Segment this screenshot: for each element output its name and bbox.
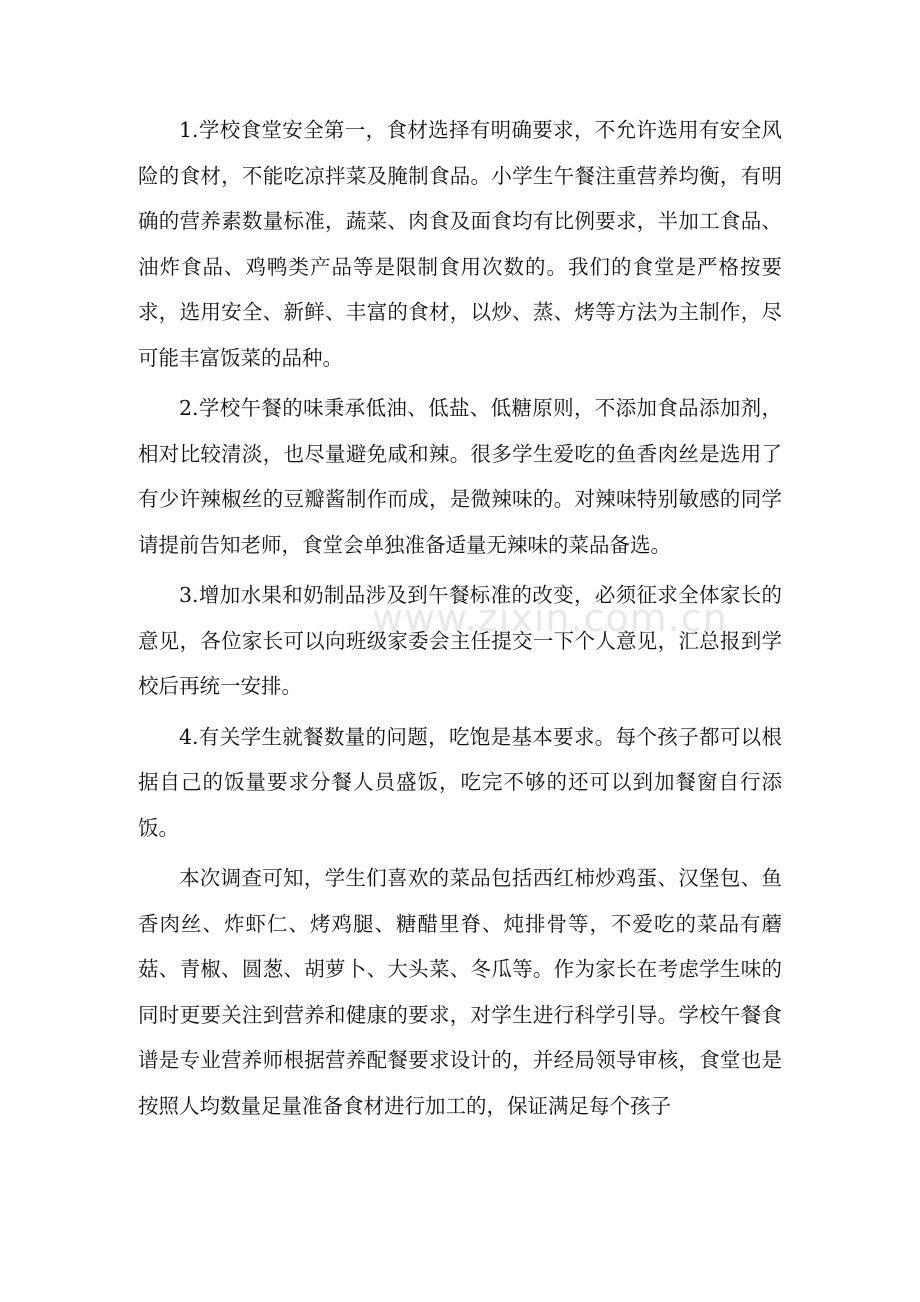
paragraph-3: 3.增加水果和奶制品涉及到午餐标准的改变，必须征求全体家长的意见，各位家长可以向班级家委会主任提交一下个人意见，汇总报到学校后再统一安排。	[138, 583, 782, 698]
document-body	[138, 108, 782, 1134]
paragraph-4: 4.有关学生就餐数量的问题，吃饱是基本要求。每个孩子都可以根据自己的饭量要求分餐人员盛饭，吃完不够的还可以到加餐窗自行添饭。	[138, 724, 782, 840]
paragraph-2: 2.学校午餐的味秉承低油、低盐、低糖原则，不添加食品添加剂，相对比较清淡，也尽量避免咸和辣。很多学生爱吃的鱼香肉丝是选用了有少许辣椒丝的豆瓣酱制作而成，是微辣味的。对辣味特别敏感的同学请提前告知老师，食堂会单独准备适量无辣味的菜品备选。	[138, 396, 782, 557]
paragraph-1: 1.学校食堂安全第一，食材选择有明确要求，不允许选用有安全风险的食材，不能吃凉拌菜及腌制食品。小学生午餐注重营养均衡，有明确的营养素数量标准，蔬菜、肉食及面食均有比例要求，半加工食品、油炸食品、鸡鸭类产品等是限制食用次数的。我们的食堂是严格按要求，选用安全、新鲜、丰富的食材，以炒、蒸、烤等方法为主制作，尽可能丰富饭菜的品种。	[138, 118, 782, 370]
paragraph-5: 本次调查可知，学生们喜欢的菜品包括西红柿炒鸡蛋、汉堡包、鱼香肉丝、炸虾仁、烤鸡腿、糖醋里脊、炖排骨等，不爱吃的菜品有蘑菇、青椒、圆葱、胡萝卜、大头菜、冬瓜等。作为家长在考虑学生味的同时更要关注到营养和健康的要求，对学生进行科学引导。学校午餐食谱是专业营养师根据营养配餐要求设计的，并经局领导审核，食堂也是按照人均数量足量准备食材进行加工的，保证满足每个孩子	[138, 866, 782, 1118]
watermark: www.zixin.com.cn	[372, 596, 728, 640]
